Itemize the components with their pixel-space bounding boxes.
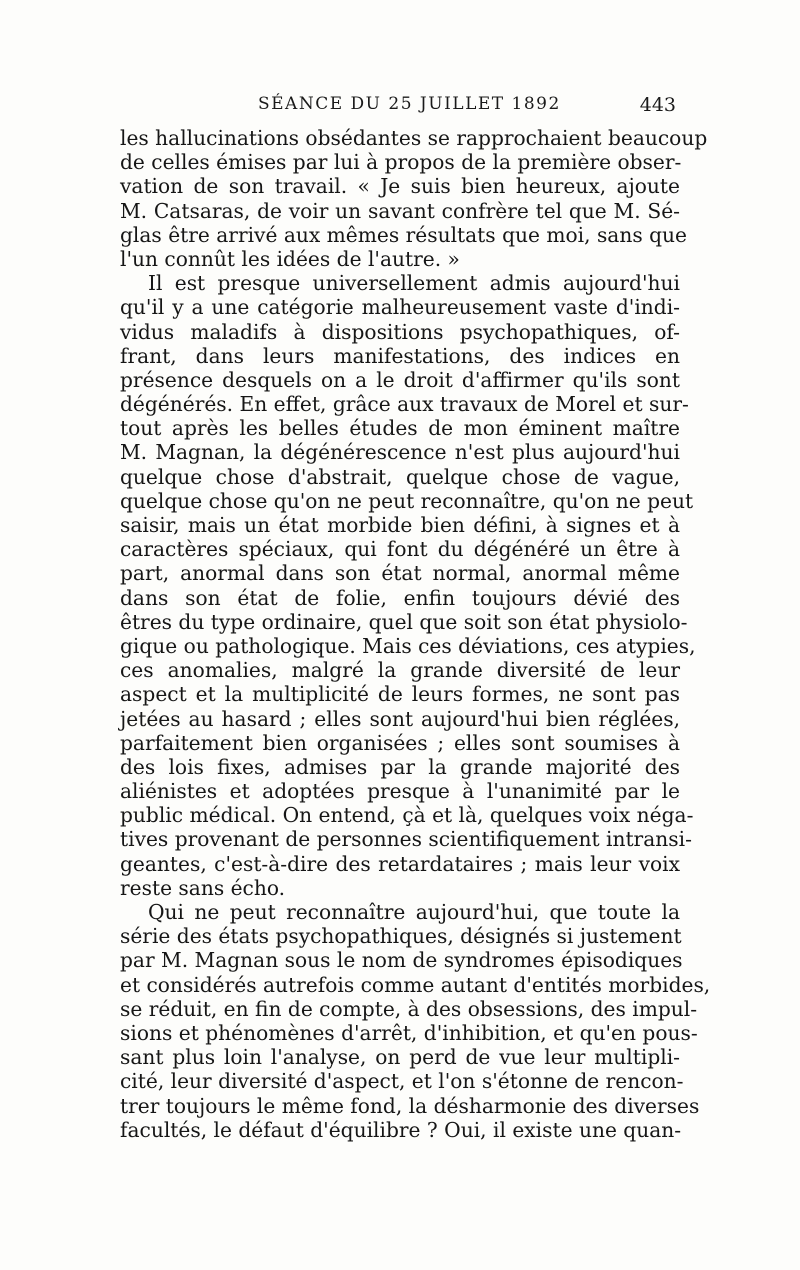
- text-line: dégénérés. En effet, grâce aux travaux de Morel et sur-: [120, 392, 689, 417]
- text-line: par M. Magnan sous le nom de syndromes épisodiques: [120, 948, 683, 973]
- text-line: glas être arrivé aux mêmes résultats que moi, sans que: [120, 222, 687, 247]
- running-head: SÉANCE DU 25 JUILLET 1892: [258, 94, 561, 114]
- text-line: se réduit, en fin de compte, à des obsessions, des impul-: [120, 996, 698, 1021]
- text-line: Il est presque universellement admis aujourd'hui: [148, 271, 680, 296]
- text-line: l'un connût les idées de l'autre. »: [120, 246, 460, 271]
- text-line: et considérés autrefois comme autant d'entités morbides,: [120, 972, 711, 997]
- text-line: parfaitement bien organisées ; elles sont soumises à: [120, 730, 680, 755]
- paragraph: [120, 126, 708, 271]
- text-line: frant, dans leurs manifestations, des indices en: [120, 343, 680, 368]
- text-line: Qui ne peut reconnaître aujourd'hui, que toute la: [148, 900, 680, 924]
- text-line: vation de son travail. « Je suis bien heureux, ajoute: [120, 174, 680, 199]
- text-line: facultés, le défaut d'équilibre ? Oui, il existe une quan-: [120, 1117, 682, 1142]
- page-header: [120, 94, 680, 120]
- text-line: dans son état de folie, enfin toujours dévié des: [120, 585, 680, 610]
- text-line: jetées au hasard ; elles sont aujourd'hui bien réglées,: [120, 706, 680, 731]
- text-line: de celles émises par lui à propos de la première obser-: [120, 150, 682, 175]
- text-line: présence desquels on a le droit d'affirmer qu'ils sont: [120, 367, 680, 392]
- text-line: tout après les belles études de mon éminent maître: [120, 416, 680, 441]
- text-line: vidus maladifs à dispositions psychopathiques, of-: [120, 319, 680, 344]
- text-line: sions et phénomènes d'arrêt, d'inhibition, et qu'en pous-: [120, 1020, 698, 1045]
- text-line: saisir, mais un état morbide bien défini, à signes et à: [120, 513, 680, 537]
- body-text: [120, 126, 711, 1142]
- text-line: trer toujours le même fond, la désharmonie des diverses: [120, 1093, 700, 1118]
- text-line: quelque chose qu'on ne peut reconnaître, qu'on ne peut: [120, 488, 694, 513]
- text-line: quelque chose d'abstrait, quelque chose de vague,: [120, 464, 680, 489]
- text-line: cité, leur diversité d'aspect, et l'on s'étonne de rencon-: [120, 1069, 684, 1094]
- text-line: part, anormal dans son état normal, anormal même: [120, 561, 680, 586]
- text-line: sant plus loin l'analyse, on perd de vue leur multipli-: [120, 1045, 680, 1070]
- paragraph: [120, 900, 711, 1142]
- text-line: ces anomalies, malgré la grande diversité de leur: [120, 658, 680, 683]
- paragraph: [120, 271, 696, 900]
- page-number: 443: [639, 94, 676, 116]
- text-line: M. Magnan, la dégénérescence n'est plus aujourd'hui: [120, 440, 680, 465]
- text-line: des lois fixes, admises par la grande majorité des: [120, 754, 680, 779]
- text-line: série des états psychopathiques, désignés si justement: [120, 924, 682, 949]
- text-line: gique ou pathologique. Mais ces déviations, ces atypies,: [120, 633, 696, 658]
- text-line: êtres du type ordinaire, quel que soit son état physiolo-: [120, 609, 688, 634]
- text-line: reste sans écho.: [120, 875, 286, 900]
- text-line: M. Catsaras, de voir un savant confrère tel que M. Sé-: [120, 198, 680, 223]
- text-line: les hallucinations obsédantes se rapprochaient beaucoup: [120, 126, 708, 150]
- text-line: tives provenant de personnes scientifiquement intransi-: [120, 827, 692, 852]
- text-line: aspect et la multiplicité de leurs formes, ne sont pas: [120, 682, 680, 707]
- text-line: qu'il y a une catégorie malheureusement vaste d'indi-: [120, 295, 680, 320]
- text-line: caractères spéciaux, qui font du dégénéré un être à: [120, 537, 680, 562]
- text-line: geantes, c'est-à-dire des retardataires ; mais leur voix: [120, 851, 680, 876]
- text-line: aliénistes et adoptées presque à l'unanimité par le: [120, 779, 680, 804]
- text-line: public médical. On entend, çà et là, quelques voix néga-: [120, 803, 694, 828]
